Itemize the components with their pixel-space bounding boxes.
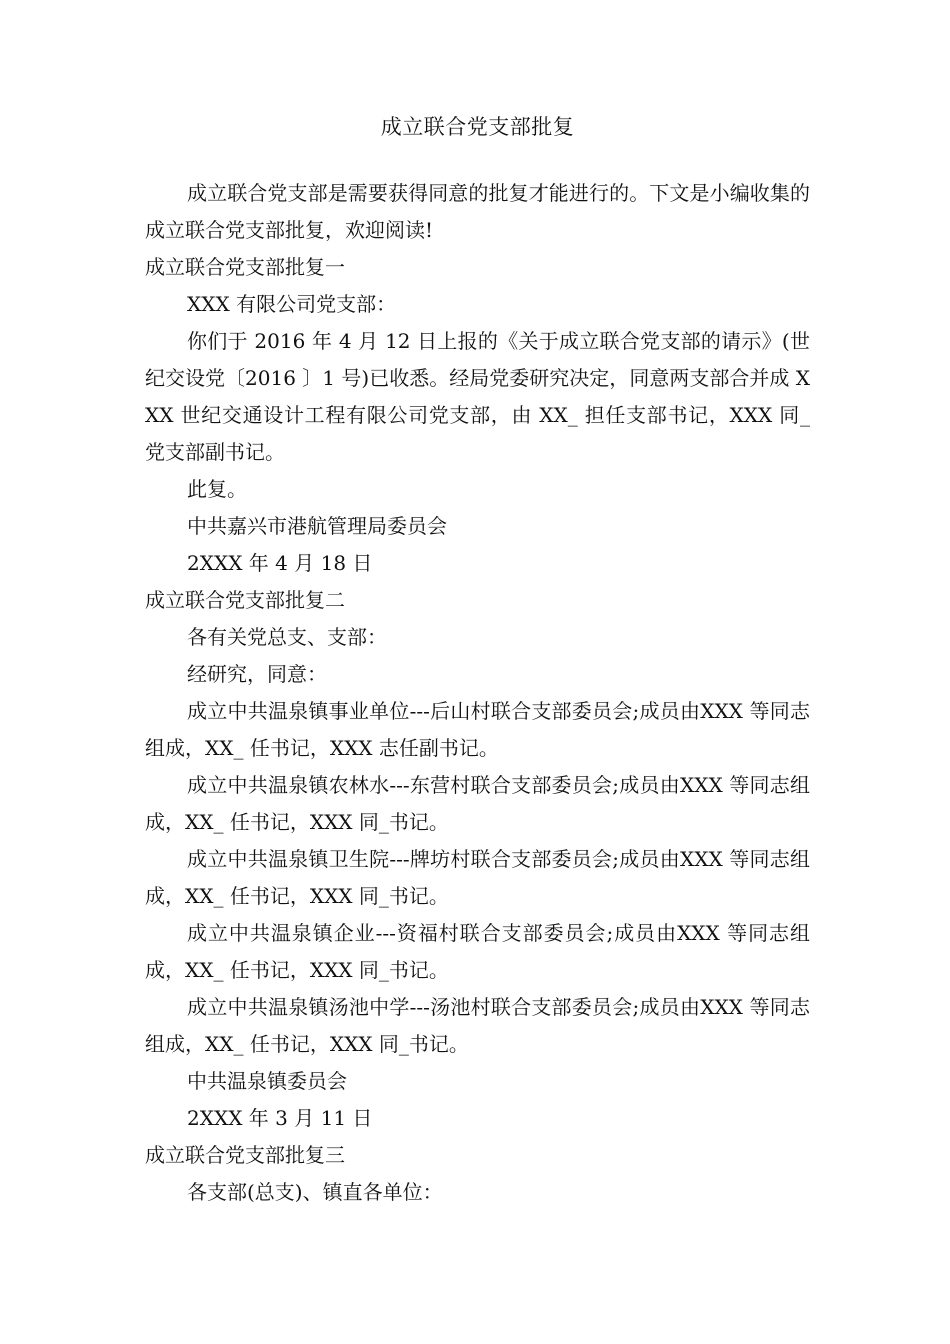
list-item: 成立中共温泉镇农林水---东营村联合支部委员会;成员由XXX 等同志组成，XX_ 任书记，XXX 同_书记。	[145, 773, 810, 834]
paragraph: 经研究，同意：	[187, 662, 327, 686]
issue-date: 2XXX 年 3 月 11 日	[187, 1106, 373, 1130]
salutation: XXX 有限公司党支部：	[187, 292, 397, 316]
section-heading-3: 成立联合党支部批复三	[145, 1143, 345, 1167]
paragraph-intro: 成立联合党支部是需要获得同意的批复才能进行的。下文是小编收集的成立联合党支部批复，欢迎阅读!	[145, 181, 810, 242]
salutation: 各有关党总支、支部：	[187, 625, 387, 649]
section-heading-1: 成立联合党支部批复一	[145, 255, 345, 279]
document-page	[145, 0, 810, 1344]
closing-remark: 此复。	[187, 477, 247, 501]
list-item: 成立中共温泉镇企业---资福村联合支部委员会;成员由XXX 等同志组成，XX_ 任书记，XXX 同_书记。	[145, 921, 810, 982]
list-item: 成立中共温泉镇卫生院---牌坊村联合支部委员会;成员由XXX 等同志组成，XX_ 任书记，XXX 同_书记。	[145, 847, 810, 908]
paragraph: 你们于 2016 年 4 月 12 日上报的《关于成立联合党支部的请示》(世纪交设党〔2016 〕1 号)已收悉。经局党委研究决定，同意两支部合并成 XXX 世纪交通设计工程有限公司党支部，由 XX_ 担任支部书记，XXX 同_党支部副书记。	[145, 329, 810, 464]
list-item: 成立中共温泉镇事业单位---后山村联合支部委员会;成员由XXX 等同志组成，XX_ 任书记，XXX 志任副书记。	[145, 699, 810, 760]
salutation: 各支部(总支)、镇直各单位：	[187, 1180, 443, 1204]
section-heading-2: 成立联合党支部批复二	[145, 588, 345, 612]
document-title: 成立联合党支部批复	[380, 115, 575, 139]
list-item: 成立中共温泉镇汤池中学---汤池村联合支部委员会;成员由XXX 等同志组成，XX_ 任书记，XXX 同_书记。	[145, 995, 810, 1056]
document-body	[145, 175, 810, 1211]
issue-date: 2XXX 年 4 月 18 日	[187, 551, 373, 575]
issuer-signature: 中共嘉兴市港航管理局委员会	[187, 514, 447, 538]
issuer-signature: 中共温泉镇委员会	[187, 1069, 347, 1093]
